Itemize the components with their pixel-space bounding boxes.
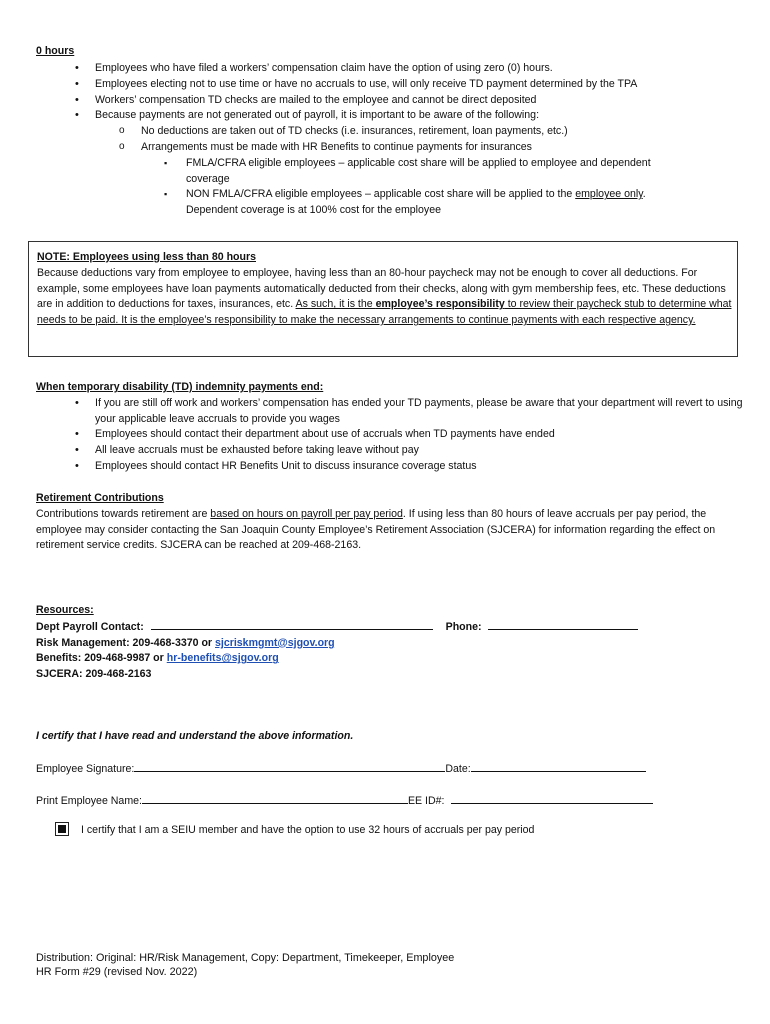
payroll-contact-row [36,619,756,636]
note-text-bold: employee’s responsibility [375,298,505,311]
non-fmla-suffix: . Dependent coverage is at 100% cost for the employee [186,188,646,217]
retirement-text-end: . If using less than 80 hours of leave accruals per pay period, the employee may consider contacting the San Joaquin County Employee’s Retirement Association (SJCERA) for information regarding the effect on retirement service credits. SJCERA can be reached at 209-468-2163. [36,507,716,552]
td-end-section [36,380,746,475]
seiu-checkbox[interactable] [55,822,69,836]
td-end-list [36,396,746,475]
note-text-underlined-end: to review their paycheck stub to determine what needs to be paid. It is the employee’s responsibility to make the necessary arrangements to continue payments with each respective agency. [37,298,732,327]
list-item: • If you are still off work and workers’ compensation has ended your TD payments, please be aware that your department will revert to using your applicable leave accruals to provide you wages [95,396,746,428]
signature-field[interactable] [134,761,445,772]
non-fmla-prefix: NON FMLA/CFRA eligible employees – applicable cost share will be applied to the [186,188,576,201]
payroll-contact-field[interactable] [151,619,433,630]
signature-row [36,761,646,778]
td-end-heading: When temporary disability (TD) indemnity payments end: [36,381,324,393]
list-item [95,108,745,219]
phone-field[interactable] [488,619,638,630]
print-name-label: Print Employee Name: [36,795,142,807]
list-item: • Employees should contact HR Benefits Unit to discuss insurance coverage status [95,459,746,475]
sub-list-item: o No deductions are taken out of TD checks (i.e. insurances, retirement, loan payments, etc.) [141,124,745,140]
print-name-field[interactable] [142,793,408,804]
note-text: Because deductions vary from employee to employee, having less than an 80-hour paycheck may not be enough to cover all deductions. For example, some employees have loan payments automatically deducted from their checks, along with gym membership fees, etc. These deductions are in addition to deductions for taxes, insurances, etc. [37,266,726,311]
note-body [37,266,737,329]
retirement-heading: Retirement Contributions [36,492,164,504]
sub-sub-list-item-fmla: ▪ FMLA/CFRA eligible employees – applicable cost share will be applied to employee and dependent coverage [186,156,691,188]
list-item: • All leave accruals must be exhausted before taking leave without pay [95,443,746,459]
payroll-contact-label: Dept Payroll Contact: [36,620,144,633]
sub-list-item [141,140,745,219]
zero-hours-heading: 0 hours [36,45,75,57]
sub-sub-list-item-non-fmla [186,187,691,219]
list-item: • Employees who have filed a workers’ compensation claim have the option of using zero (0) hours. [95,61,745,77]
signature-label: Employee Signature: [36,763,135,775]
risk-management-row [36,636,756,652]
ee-id-field[interactable] [451,793,653,804]
seiu-checkbox-label: I certify that I am a SEIU member and have the option to use 32 hours of accruals per pay period [81,824,535,836]
zero-hours-list [95,61,745,219]
phone-label: Phone: [445,620,482,633]
ee-id-label: EE ID#: [407,795,445,807]
retirement-body [36,507,726,554]
distribution-text: Distribution: Original: HR/Risk Management, Copy: Department, Timekeeper, Employee [36,952,455,964]
sub-list [95,124,745,219]
list-item: • Workers’ compensation TD checks are mailed to the employee and cannot be direct deposited [95,93,745,109]
list-item-text: Because payments are not generated out of payroll, it is important to be aware of the following: [95,109,540,122]
footer [36,951,454,979]
date-field[interactable] [471,761,646,772]
certify-statement: I certify that I have read and understand the above information. [36,730,354,742]
retirement-text: Contributions towards retirement are [36,507,211,520]
retirement-text-underlined: based on hours on payroll per pay period [210,507,403,520]
resources-section [36,603,756,683]
list-item: • Employees electing not to use time or have no accruals to use, will only receive TD payment determined by the TPA [95,77,745,93]
sub-list-item-text: Arrangements must be made with HR Benefits to continue payments for insurances [141,140,532,153]
print-name-row [36,793,653,810]
retirement-section [36,491,726,554]
benefits-label: Benefits: 209-468-9987 or [36,652,167,665]
note-heading: NOTE: Employees using less than 80 hours [37,251,256,263]
employee-only-text: employee only [575,188,643,201]
list-item: • Employees should contact their department about use of accruals when TD payments have ended [95,427,746,443]
note-text-underlined: As such, it is the [295,298,376,311]
risk-email-link[interactable]: sjcriskmgmt@sjgov.org [215,636,335,649]
sjcera-row: SJCERA: 209-468-2163 [36,668,152,681]
sub-sub-list [141,156,691,219]
form-number-text: HR Form #29 (revised Nov. 2022) [36,966,198,978]
note-box [28,241,738,357]
date-label: Date: [445,763,471,775]
resources-heading: Resources: [36,604,94,616]
benefits-email-link[interactable]: hr-benefits@sjgov.org [166,652,279,665]
benefits-row [36,651,756,667]
risk-management-label: Risk Management: 209-468-3370 or [36,636,215,649]
